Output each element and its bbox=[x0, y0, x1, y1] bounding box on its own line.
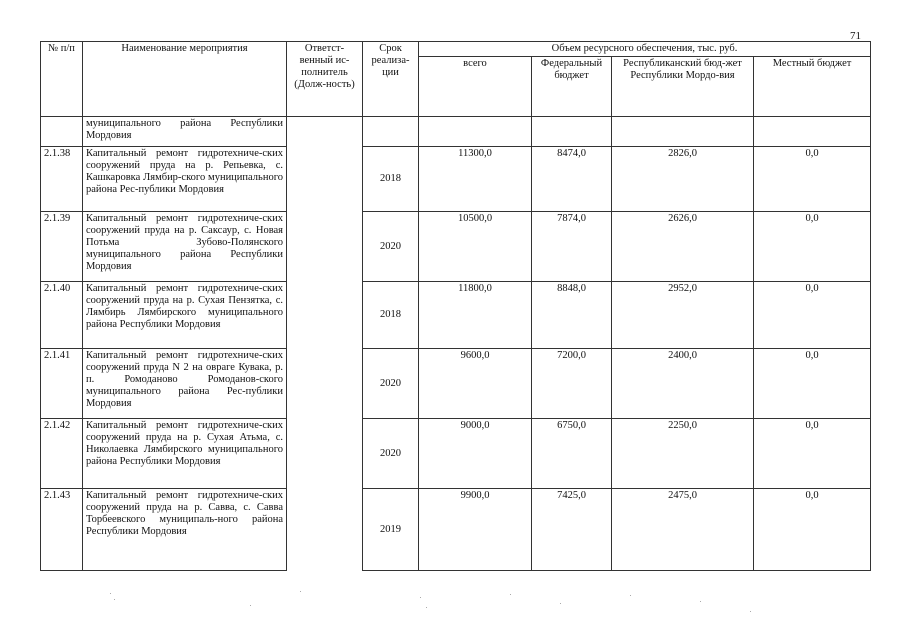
row-federal: 7200,0 bbox=[532, 349, 612, 419]
row-name: Капитальный ремонт гидротехниче-ских сооружений пруда на р. Сухая Пензятка, с. Лямбирь Лямбирского муниципального района Республики Мордовия bbox=[83, 282, 287, 349]
table-row bbox=[41, 282, 871, 349]
row-num: 2.1.41 bbox=[41, 349, 83, 419]
row-name: Капитальный ремонт гидротехниче-ских сооружений пруда на р. Савва, с. Савва Торбеевского муниципаль-ного района Республики Мордовия bbox=[83, 489, 287, 571]
row-republic: 2626,0 bbox=[612, 212, 754, 282]
table-row bbox=[41, 147, 871, 212]
row-term: 2018 bbox=[363, 282, 419, 349]
row-num: 2.1.42 bbox=[41, 419, 83, 489]
table-row bbox=[41, 419, 871, 489]
row-total: 11300,0 bbox=[419, 147, 532, 212]
row-republic: 2475,0 bbox=[612, 489, 754, 571]
row-num: 2.1.40 bbox=[41, 282, 83, 349]
row-local: 0,0 bbox=[754, 147, 871, 212]
header-responsible: Ответст-венный ис-полнитель (Долж-ность) bbox=[287, 42, 363, 117]
row-name: Капитальный ремонт гидротехниче-ских сооружений пруда на р. Саксаур, с. Новая Потьма Зубово-Полянского муниципального района Республики Мордовия bbox=[83, 212, 287, 282]
continuation-total bbox=[419, 117, 532, 147]
row-republic: 2400,0 bbox=[612, 349, 754, 419]
header-federal: Федеральный бюджет bbox=[532, 57, 612, 117]
header-local: Местный бюджет bbox=[754, 57, 871, 117]
row-local: 0,0 bbox=[754, 419, 871, 489]
continuation-term bbox=[363, 117, 419, 147]
header-republic: Республиканский бюд-жет Республики Мордо-вия bbox=[612, 57, 754, 117]
row-name: Капитальный ремонт гидротехниче-ских сооружений пруда N 2 на овраге Кувака, р. п. Ромоданово Ромоданов-ского муниципального района Рес-публики Мордовия bbox=[83, 349, 287, 419]
continuation-row bbox=[41, 117, 871, 147]
row-name: Капитальный ремонт гидротехниче-ских сооружений пруда на р. Репьевка, с. Кашкаровка Лямбир-ского муниципального района Рес-публики Мордовия bbox=[83, 147, 287, 212]
row-term: 2020 bbox=[363, 212, 419, 282]
header-volume: Объем ресурсного обеспечения, тыс. руб. bbox=[419, 42, 871, 57]
row-term: 2018 bbox=[363, 147, 419, 212]
row-local: 0,0 bbox=[754, 282, 871, 349]
row-federal: 7425,0 bbox=[532, 489, 612, 571]
row-federal: 8848,0 bbox=[532, 282, 612, 349]
responsible-cell bbox=[287, 117, 363, 571]
row-local: 0,0 bbox=[754, 349, 871, 419]
row-term: 2020 bbox=[363, 419, 419, 489]
header-row-1 bbox=[41, 42, 871, 57]
continuation-republic bbox=[612, 117, 754, 147]
header-term: Срок реализа-ции bbox=[363, 42, 419, 117]
resource-table bbox=[40, 41, 871, 571]
header-name: Наименование мероприятия bbox=[83, 42, 287, 117]
table-row bbox=[41, 489, 871, 571]
scan-noise bbox=[90, 585, 790, 625]
header-total: всего bbox=[419, 57, 532, 117]
row-total: 10500,0 bbox=[419, 212, 532, 282]
continuation-federal bbox=[532, 117, 612, 147]
row-federal: 8474,0 bbox=[532, 147, 612, 212]
row-term: 2020 bbox=[363, 349, 419, 419]
row-total: 9000,0 bbox=[419, 419, 532, 489]
continuation-num bbox=[41, 117, 83, 147]
row-republic: 2826,0 bbox=[612, 147, 754, 212]
row-local: 0,0 bbox=[754, 212, 871, 282]
row-total: 9900,0 bbox=[419, 489, 532, 571]
row-local: 0,0 bbox=[754, 489, 871, 571]
row-total: 9600,0 bbox=[419, 349, 532, 419]
continuation-local bbox=[754, 117, 871, 147]
row-num: 2.1.43 bbox=[41, 489, 83, 571]
row-federal: 6750,0 bbox=[532, 419, 612, 489]
table-row bbox=[41, 349, 871, 419]
row-num: 2.1.39 bbox=[41, 212, 83, 282]
row-total: 11800,0 bbox=[419, 282, 532, 349]
table-row bbox=[41, 212, 871, 282]
row-num: 2.1.38 bbox=[41, 147, 83, 212]
row-name: Капитальный ремонт гидротехниче-ских сооружений пруда на р. Сухая Атьма, с. Николаевка Лямбирского муниципального района Республики Мордовия bbox=[83, 419, 287, 489]
row-republic: 2250,0 bbox=[612, 419, 754, 489]
continuation-name: муниципального района Республики Мордовия bbox=[83, 117, 287, 147]
page-number: 71 bbox=[850, 30, 861, 42]
row-term: 2019 bbox=[363, 489, 419, 571]
row-federal: 7874,0 bbox=[532, 212, 612, 282]
row-republic: 2952,0 bbox=[612, 282, 754, 349]
header-num: № п/п bbox=[41, 42, 83, 117]
